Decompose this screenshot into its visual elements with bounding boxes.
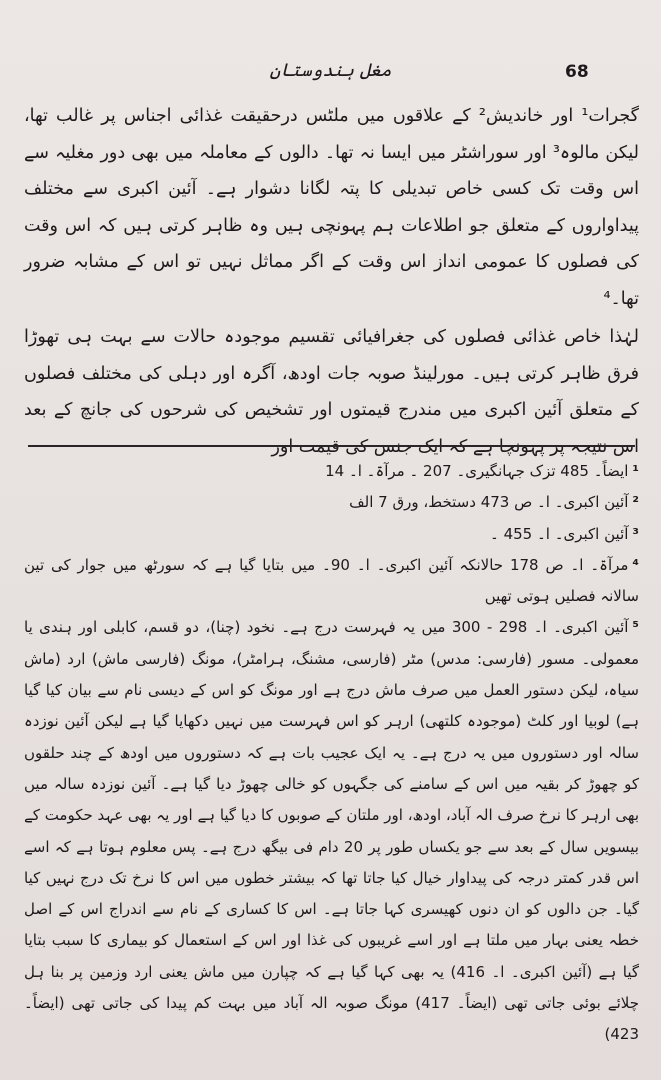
footnote-text: آئین اکبری۔ ا۔ ص 473 دستخط، ورق 7 الف xyxy=(349,493,629,512)
paragraph: لہٰذا خاص غذائی فصلوں کی جغرافیائی تقسیم موجودہ حالات سے بہت ہی تھوڑا فرق ظاہر کرتی ہیں۔ مورلینڈ صوبہ جات اودھ، آگرہ اور دہلی کی مختلف فصلوں کے متعلق آئین اکبری میں مندرج قیمتوں اور تشخیص کی شرحوں کی جانچ کے بعد اس نتیجہ پر پہونچا ہے کہ ایک جنس کی قیمت اور xyxy=(24,327,639,457)
footnote-text: مرآۃ۔ ا۔ ص 178 حالانکہ آئین اکبری۔ ا۔ 90۔ میں بتایا گیا ہے کہ سورٹھ میں جوار کی تین سالانہ فصلیں ہوتی تھیں xyxy=(24,555,639,606)
footnote-mark: ¹ xyxy=(632,462,639,480)
footnote-text: آئین اکبری۔ ا۔ 455 ۔ xyxy=(490,524,629,543)
footnote xyxy=(24,612,639,1050)
body-text xyxy=(24,98,639,465)
footnote-divider xyxy=(28,445,635,447)
footnotes xyxy=(24,456,639,1051)
footnote-mark: ⁴ xyxy=(632,555,639,574)
running-head: مغل ہندوستان xyxy=(269,60,392,81)
footnote xyxy=(24,519,639,550)
footnote xyxy=(24,456,639,487)
footnote xyxy=(24,487,639,518)
footnote-text: ایضاً۔ 485 تزک جہانگیری۔ 207 ۔ مرآۃ۔ ا۔ 14 xyxy=(325,462,629,480)
paragraph: گجرات¹ اور خاندیش² کے علاقوں میں ملٹس درحقیقت غذائی اجناس پر غالب تھا، لیکن مالوہ³ اور سوراشٹر میں ایسا نہ تھا۔ دالوں کے معاملہ میں بھی دور مغلیہ سے اس وقت تک کسی خاص تبدیلی کا پتہ لگانا دشوار ہے۔ آئین اکبری سے مختلف پیداواروں کے متعلق جو اطلاعات ہم پہونچی ہیں وہ ظاہر کرتی ہیں کہ اس وقت کی فصلوں کا عمومی انداز اس وقت کے اگر مماثل نہیں تو اس کے مشابہ ضرور تھا۔⁴ xyxy=(24,106,640,309)
footnote-mark: ³ xyxy=(632,524,639,543)
footnote-mark: ² xyxy=(632,493,639,512)
page-number: 68 xyxy=(565,62,589,82)
footnote-mark: ⁵ xyxy=(632,618,639,637)
footnote-text: آئین اکبری۔ ا۔ 298 - 300 میں یہ فہرست درج ہے۔ نخود (چنا)، دو قسم، کابلی اور ہندی یا معمولی۔ مسور (فارسی: مدس) مٹر (فارسی، مشنگ، ہرامٹر)، مونگ (فارسی ماش) ارد (ماش سیاہ، لیکن دستور العمل میں صرف ماش درج ہے اور مونگ کو اس کے دیسی نام سے بیان کیا گیا ہے) لوبیا اور کلٹ (موجودہ کلتھی) ارہر کو اس فہرست میں نہیں دکھایا گیا ہے لیکن آئین نوزدہ سالہ اور دستوروں میں یہ درج ہے۔ یہ ایک عجیب بات ہے کہ دستوروں میں اودھ کے چند حلقوں کو چھوڑ کر بقیہ میں اس کے سامنے کی جگہوں کو خالی چھوڑ دیا گیا ہے۔ آئین نوزدہ سالہ میں بھی ارہر کا نرخ صرف الہ آباد، اودھ، اور ملتان کے صوبوں کا دیا گیا ہے اور یہ بھی عہد حکومت کے بیسویں سال کے بعد سے جو یکساں طور پر 20 دام فی بیگھ درج ہے۔ پس معلوم ہوتا ہے کہ اسے اس قدر کمتر درجہ کی پیداوار خیال کیا جاتا تھا کہ بیشتر خطوں میں اس کا نرخ تک درج نہیں کیا گیا۔ جن دالوں کو ان دنوں کھیسری کہا جاتا ہے۔ اس کا کساری کے نام سے اندراج اس کے اصل خطہ یعنی بہار میں ملتا ہے اور اسے غریبوں کی غذا اور اس کے استعمال کو بیماری کا سبب بتایا گیا ہے (آئین اکبری۔ ا۔ 416) یہ بھی کہا گیا ہے کہ چپارن میں ماش یعنی ارد وزمین پر بنا ہل چلائے بوئی جاتی تھی (ایضاً۔ 417) مونگ صوبہ الہ آباد میں بہت کم پیدا کی جاتی تھی (ایضاً۔ 423) xyxy=(24,618,639,1044)
footnote xyxy=(24,550,639,613)
